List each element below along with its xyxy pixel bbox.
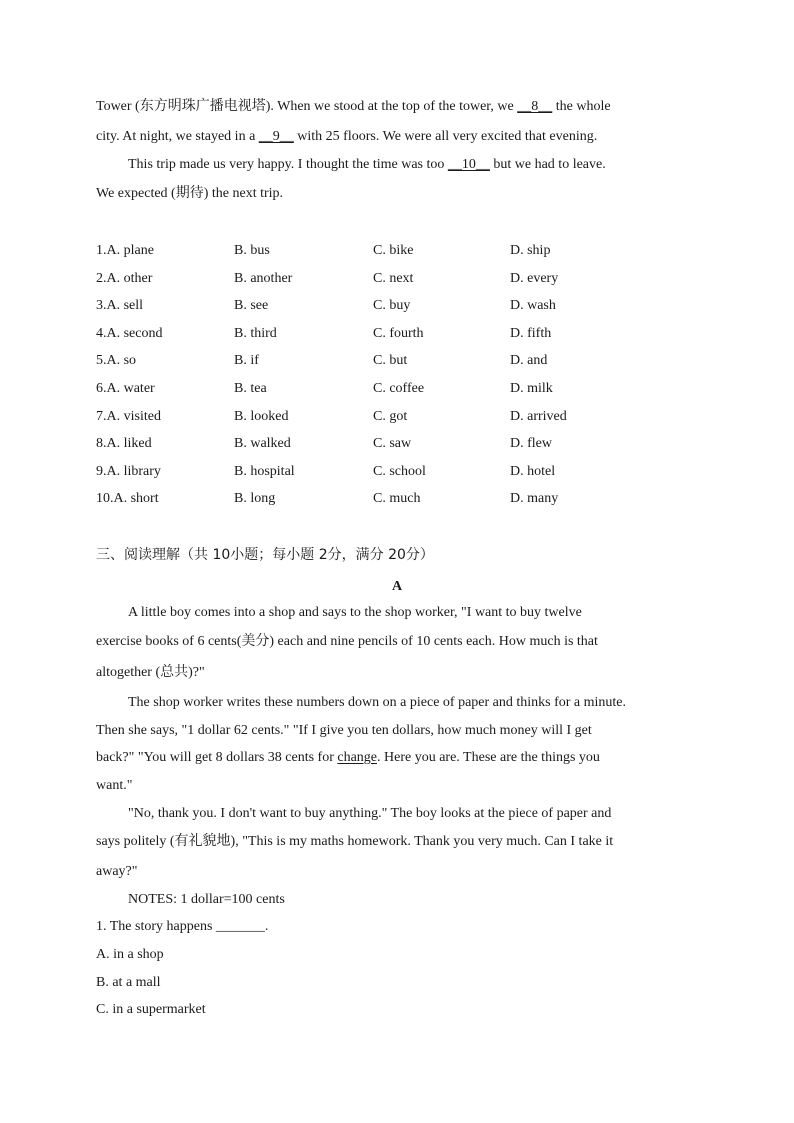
- option-b: B. looked: [234, 409, 289, 424]
- option-row-4: [96, 324, 696, 344]
- option-d: D. many: [510, 491, 559, 506]
- option-b: B. see: [234, 298, 269, 313]
- option-c: C. next: [373, 271, 414, 286]
- option-a: 10.A. short: [96, 491, 159, 506]
- option-a: 5.A. so: [96, 353, 137, 368]
- option-a: 7.A. visited: [96, 409, 161, 424]
- option-c: C. school: [373, 464, 426, 479]
- option-row-8: [96, 434, 696, 454]
- blank-8: __8__: [517, 99, 553, 114]
- question-option: B. at a mall: [96, 975, 161, 990]
- passage-text: Tower (东方明珠广播电视塔). When we stood at the top of the tower, we: [96, 99, 518, 114]
- option-c: C. fourth: [373, 326, 424, 341]
- option-d: D. and: [510, 353, 548, 368]
- option-a: 3.A. sell: [96, 298, 144, 313]
- reading-line: exercise books of 6 cents(美分) each and nine pencils of 10 cents each. How much is that: [96, 634, 598, 649]
- passage-line-2: [96, 127, 597, 147]
- option-c: C. buy: [373, 298, 411, 313]
- option-row-6: [96, 379, 696, 399]
- option-a: 1.A. plane: [96, 243, 154, 258]
- option-d: D. arrived: [510, 409, 567, 424]
- option-c: C. got: [373, 409, 408, 424]
- passage-text: the whole: [552, 99, 611, 114]
- option-c: C. much: [373, 491, 421, 506]
- option-row-5: [96, 351, 696, 371]
- passage-line-1: [96, 97, 611, 117]
- reading-line: Then she says, "1 dollar 62 cents." "If I give you ten dollars, how much money will I get: [96, 723, 592, 738]
- option-row-3: [96, 296, 696, 316]
- option-a: 8.A. liked: [96, 436, 152, 451]
- option-c: C. coffee: [373, 381, 425, 396]
- option-b: B. another: [234, 271, 293, 286]
- option-b: B. long: [234, 491, 276, 506]
- option-row-1: [96, 241, 696, 261]
- option-a: 4.A. second: [96, 326, 163, 341]
- question-stem: 1. The story happens _______.: [96, 919, 269, 934]
- reading-line: The shop worker writes these numbers down on a piece of paper and thinks for a minute.: [128, 695, 627, 710]
- option-d: D. milk: [510, 381, 553, 396]
- question-option: A. in a shop: [96, 947, 164, 962]
- passage-text: with 25 floors. We were all very excited that evening.: [293, 129, 598, 144]
- option-d: D. every: [510, 271, 559, 286]
- option-b: B. if: [234, 353, 259, 368]
- option-c: C. saw: [373, 436, 412, 451]
- passage-text: This trip made us very happy. I thought the time was too: [128, 157, 448, 172]
- option-c: C. bike: [373, 243, 414, 258]
- option-row-10: [96, 489, 696, 509]
- reading-text: . Here you are. These are the things you: [377, 750, 600, 765]
- option-b: B. walked: [234, 436, 291, 451]
- option-row-7: [96, 407, 696, 427]
- option-b: B. third: [234, 326, 277, 341]
- passage-text: city. At night, we stayed in a: [96, 129, 259, 144]
- passage-title: A: [391, 579, 403, 594]
- reading-line: away?": [96, 864, 138, 879]
- option-a: 2.A. other: [96, 271, 153, 286]
- option-d: D. hotel: [510, 464, 556, 479]
- option-d: D. fifth: [510, 326, 552, 341]
- reading-text: back?" "You will get 8 dollars 38 cents for: [96, 750, 338, 765]
- reading-line: says politely (有礼貌地), "This is my maths homework. Thank you very much. Can I take it: [96, 834, 614, 849]
- notes: NOTES: 1 dollar=100 cents: [128, 892, 285, 907]
- option-b: B. bus: [234, 243, 270, 258]
- passage-line-3: [128, 155, 606, 175]
- blank-10: __10__: [447, 157, 490, 172]
- option-a: 6.A. water: [96, 381, 155, 396]
- option-d: D. wash: [510, 298, 556, 313]
- option-d: D. flew: [510, 436, 552, 451]
- reading-line: A little boy comes into a shop and says to the shop worker, "I want to buy twelve: [128, 605, 582, 620]
- reading-line: altogether (总共)?": [96, 665, 205, 680]
- question-option: C. in a supermarket: [96, 1002, 206, 1017]
- option-row-2: [96, 269, 696, 289]
- blank-9: __9__: [258, 129, 294, 144]
- passage-line-4: We expected (期待) the next trip.: [96, 186, 284, 201]
- option-a: 9.A. library: [96, 464, 161, 479]
- option-d: D. ship: [510, 243, 551, 258]
- option-c: C. but: [373, 353, 408, 368]
- option-b: B. hospital: [234, 464, 295, 479]
- passage-text: but we had to leave.: [489, 157, 606, 172]
- reading-line: [96, 748, 600, 768]
- underlined-word: change: [337, 750, 378, 765]
- option-b: B. tea: [234, 381, 267, 396]
- reading-line: "No, thank you. I don't want to buy anything." The boy looks at the piece of paper and: [128, 806, 612, 821]
- reading-line: want.": [96, 778, 133, 793]
- option-row-9: [96, 462, 696, 482]
- section-title: 三、阅读理解（共 10小题；每小题 2分，满分 20分）: [96, 547, 434, 563]
